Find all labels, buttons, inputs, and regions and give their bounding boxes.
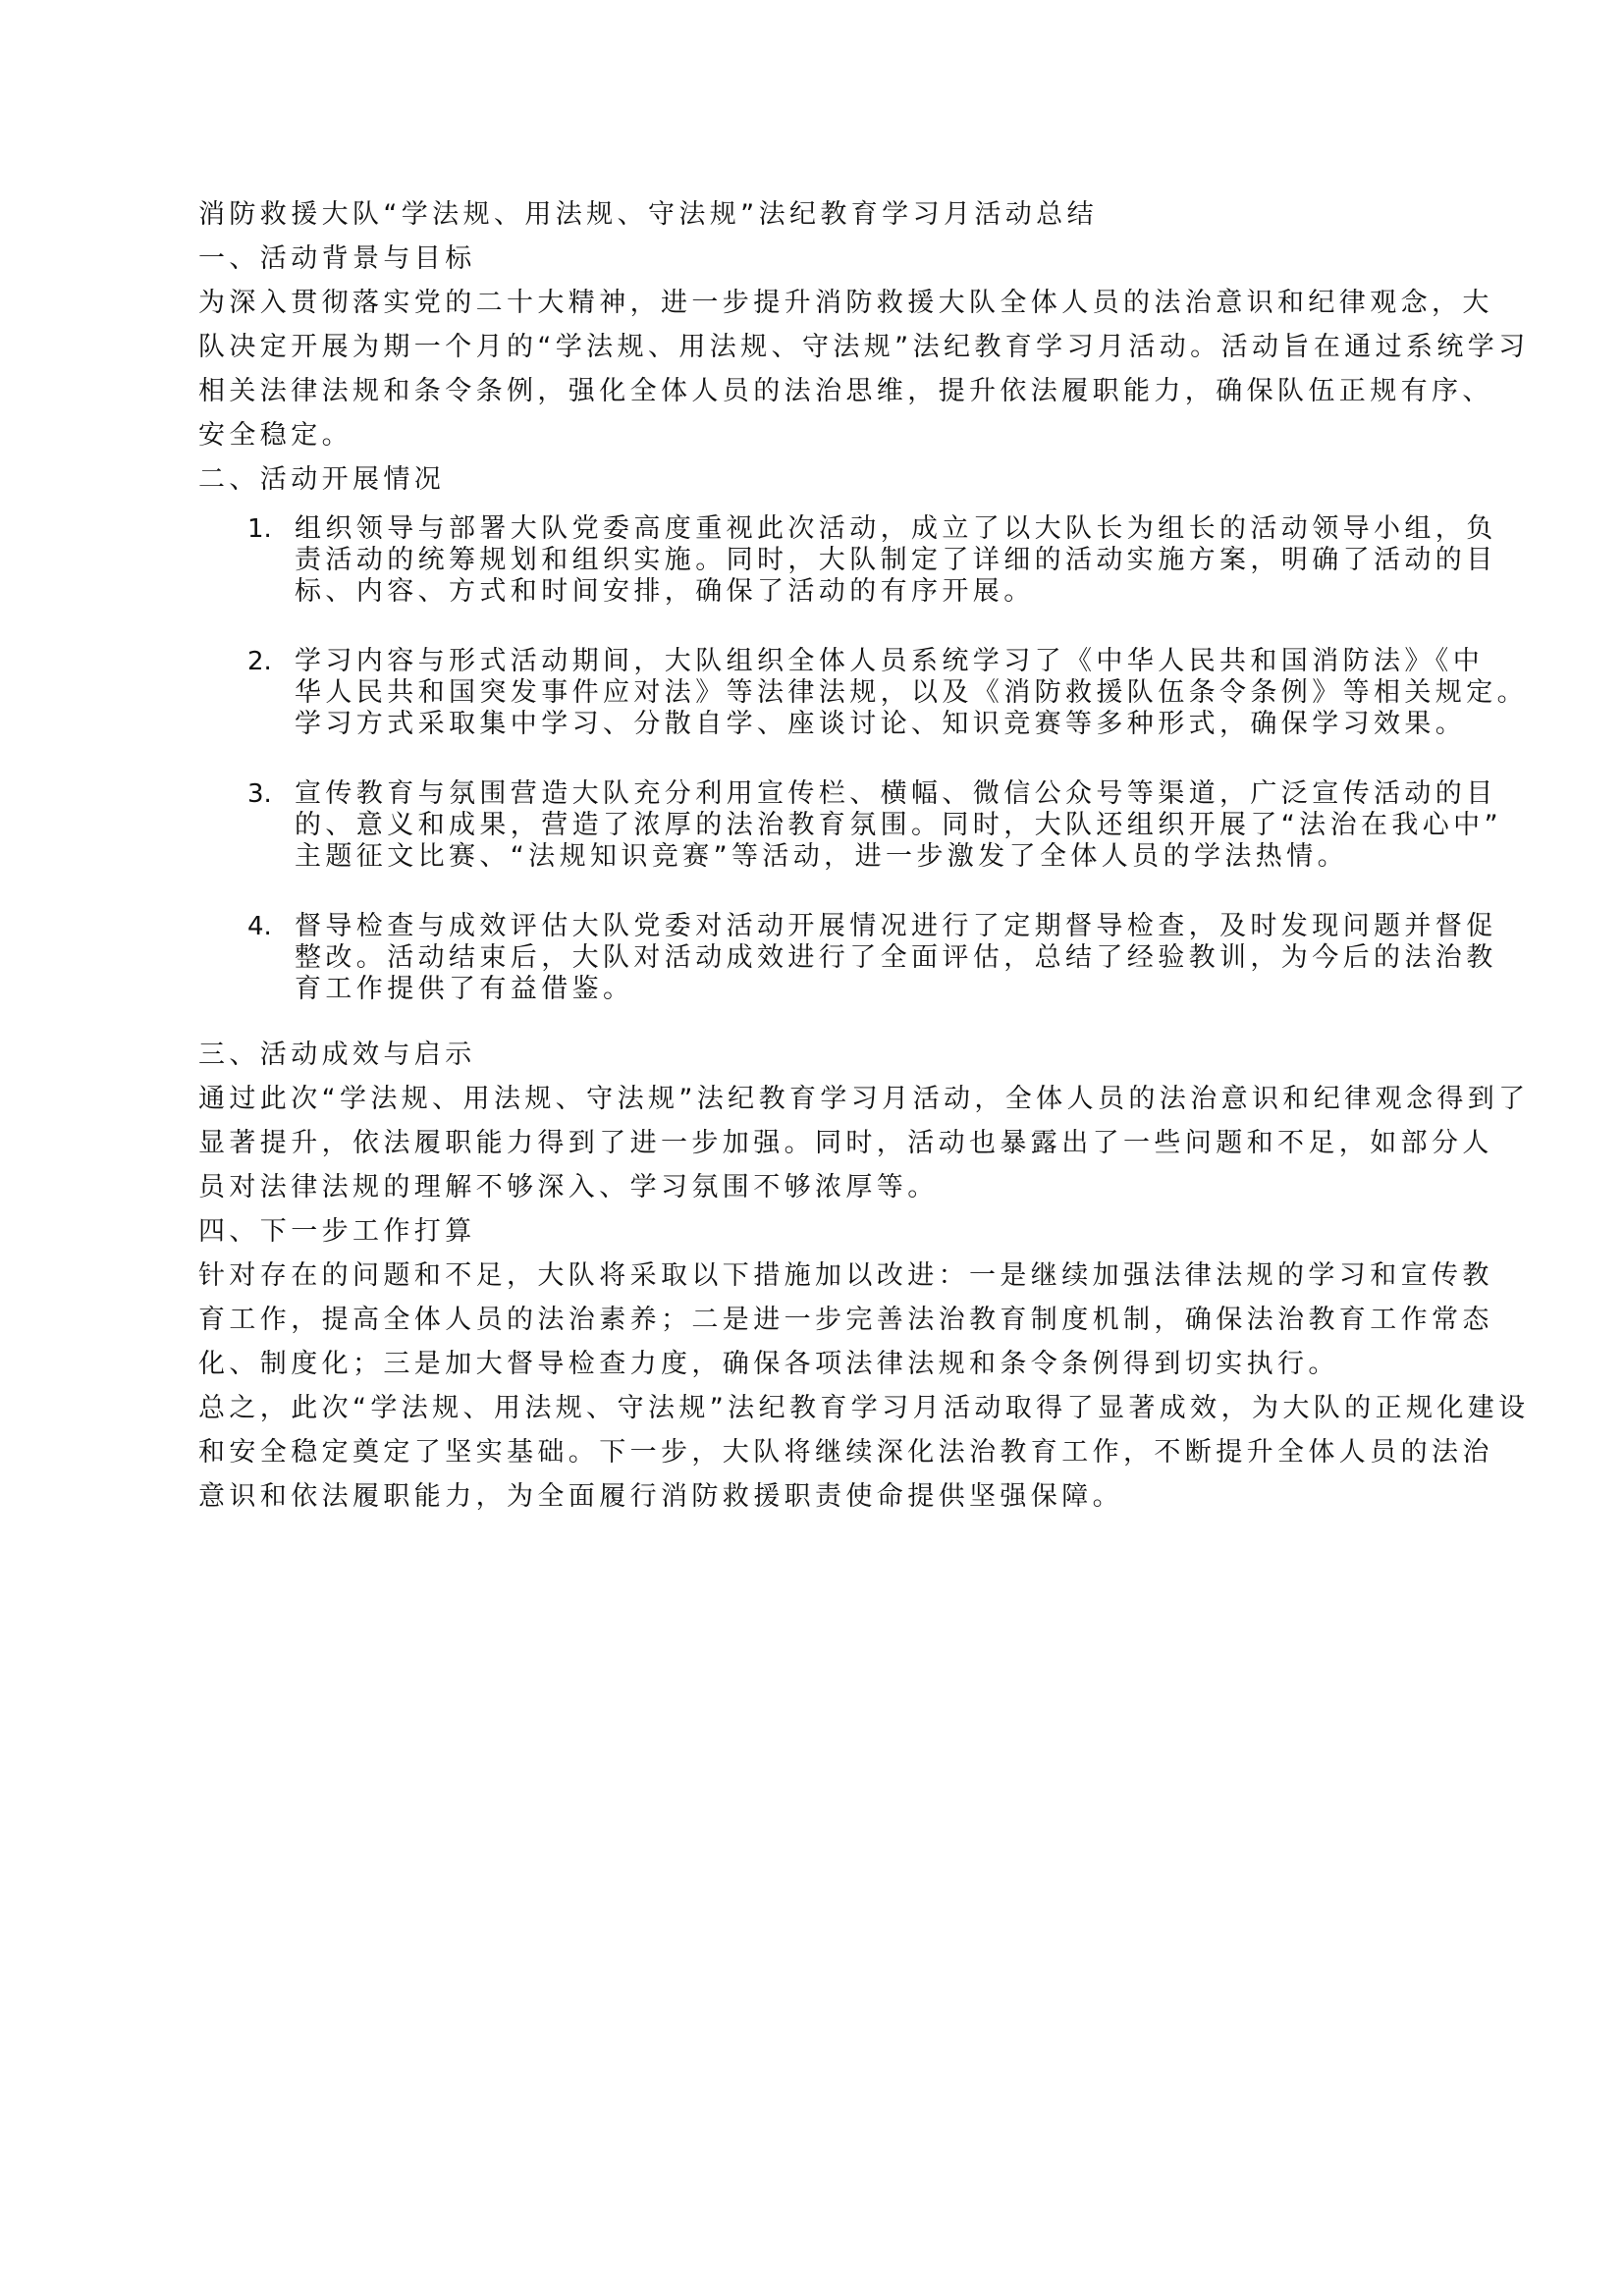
section-paragraph-next-steps xyxy=(198,1254,1493,1386)
paragraph-line: 针对存在的问题和不足，大队将采取以下措施加以改进：一是继续加强法律法规的学习和宣传教 xyxy=(198,1260,1493,1291)
document-title: 消防救援大队“学法规、用法规、守法规”法纪教育学习月活动总结 xyxy=(198,199,1098,230)
list-item-line: 责活动的统筹规划和组织实施。同时，大队制定了详细的活动实施方案，明确了活动的目 xyxy=(295,545,1497,575)
list-item-line: 育工作提供了有益借鉴。 xyxy=(295,974,634,1004)
paragraph-line: 育工作，提高全体人员的法治素养；二是进一步完善法治教育制度机制，确保法治教育工作常态 xyxy=(198,1305,1493,1335)
section-heading-next-steps: 四、下一步工作打算 xyxy=(198,1216,476,1247)
list-item xyxy=(198,778,1502,873)
list-number: 3. xyxy=(247,779,272,809)
list-number: 2. xyxy=(247,647,272,676)
list-item-line: 整改。活动结束后，大队对活动成效进行了全面评估，总结了经验教训，为今后的法治教 xyxy=(295,942,1497,973)
paragraph-line: 为深入贯彻落实党的二十大精神，进一步提升消防救援大队全体人员的法治意识和纪律观念，大 xyxy=(198,288,1493,318)
paragraph-line: 意识和依法履职能力，为全面履行消防救援职责使命提供坚强保障。 xyxy=(198,1481,1123,1512)
list-number: 4. xyxy=(247,912,272,941)
list-item xyxy=(198,513,1497,608)
activities-list xyxy=(198,513,1528,1005)
list-item-line: 主题征文比赛、“法规知识竞赛”等活动，进一步激发了全体人员的学法热情。 xyxy=(295,841,1348,872)
paragraph-line: 显著提升，依法履职能力得到了进一步加强。同时，活动也暴露出了一些问题和不足，如部分人 xyxy=(198,1128,1493,1158)
section-paragraph-background xyxy=(198,281,1530,457)
list-item-line: 宣传教育与氛围营造大队充分利用宣传栏、横幅、微信公众号等渠道，广泛宣传活动的目 xyxy=(295,778,1497,809)
list-item-line: 学习内容与形式活动期间，大队组织全体人员系统学习了《中华人民共和国消防法》《中 xyxy=(295,646,1485,676)
list-number: 1. xyxy=(247,514,272,544)
paragraph-line: 员对法律法规的理解不够深入、学习氛围不够浓厚等。 xyxy=(198,1172,939,1202)
paragraph-line: 安全稳定。 xyxy=(198,420,352,451)
paragraph-line: 相关法律法规和条令条例，强化全体人员的法治思维，提升依法履职能力，确保队伍正规有序、 xyxy=(198,376,1493,406)
paragraph-line: 通过此次“学法规、用法规、守法规”法纪教育学习月活动，全体人员的法治意识和纪律观念得到了 xyxy=(198,1084,1530,1114)
list-item xyxy=(198,911,1497,1005)
paragraph-line: 和安全稳定奠定了坚实基础。下一步，大队将继续深化法治教育工作，不断提升全体人员的法治 xyxy=(198,1437,1493,1468)
paragraph-line: 化、制度化；三是加大督导检查力度，确保各项法律法规和条令条例得到切实执行。 xyxy=(198,1349,1339,1379)
list-item-line: 标、内容、方式和时间安排，确保了活动的有序开展。 xyxy=(295,576,1035,607)
list-item-line: 的、意义和成果，营造了浓厚的法治教育氛围。同时，大队还组织开展了“法治在我心中” xyxy=(295,810,1502,840)
paragraph-line: 队决定开展为期一个月的“学法规、用法规、守法规”法纪教育学习月活动。活动旨在通过系统学习 xyxy=(198,332,1530,362)
conclusion-paragraph xyxy=(198,1386,1530,1519)
document-page xyxy=(198,192,1530,1519)
paragraph-line: 总之，此次“学法规、用法规、守法规”法纪教育学习月活动取得了显著成效，为大队的正规化建设 xyxy=(198,1393,1530,1423)
section-paragraph-results xyxy=(198,1077,1530,1209)
list-item xyxy=(198,646,1528,740)
list-item-line: 督导检查与成效评估大队党委对活动开展情况进行了定期督导检查，及时发现问题并督促 xyxy=(295,911,1497,941)
list-item-line: 学习方式采取集中学习、分散自学、座谈讨论、知识竞赛等多种形式，确保学习效果。 xyxy=(295,709,1467,739)
list-item-line: 组织领导与部署大队党委高度重视此次活动，成立了以大队长为组长的活动领导小组，负 xyxy=(295,513,1497,544)
section-heading-background: 一、活动背景与目标 xyxy=(198,243,476,274)
list-item-line: 华人民共和国突发事件应对法》等法律法规，以及《消防救援队伍条令条例》等相关规定。 xyxy=(295,677,1528,708)
section-heading-activities: 二、活动开展情况 xyxy=(198,464,446,495)
section-heading-results: 三、活动成效与启示 xyxy=(198,1040,476,1070)
